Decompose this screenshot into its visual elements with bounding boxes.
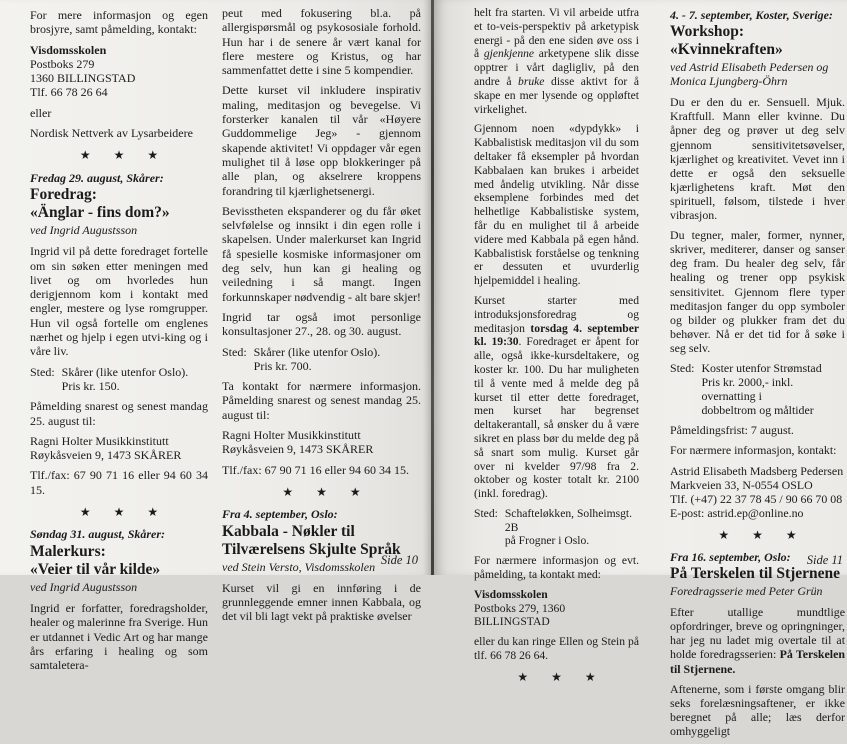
- registration-note: Påmelding snarest og senest mandag 25. august til:: [30, 399, 208, 428]
- network-name: Nordisk Nettverk av Lysarbeidere: [30, 126, 193, 141]
- event-title-line: Malerkurs:: [30, 542, 106, 560]
- registration-note: For nærmere informasjon, kontakt:: [670, 443, 837, 458]
- page-right: [434, 0, 847, 738]
- phone-line: eller du kan ringe Ellen og Stein på tlf. 66 78 26 64.: [474, 635, 639, 663]
- price-line: Pris kr. 700.: [253, 358, 312, 373]
- page-number: Side 10: [380, 553, 418, 567]
- column-1: [30, 8, 208, 678]
- event-description: peut med fokusering bl.a. på allergispørsmål og psykososiale forhold. Hun har i de senere år vært kanal for flere mestere og Kristus, og har sammenfattet dette i sine 5 kompendier.: [222, 6, 421, 78]
- price-line: dobbeltrom og måltider: [701, 403, 814, 418]
- venue-line: Skårer (like utenfor Oslo).: [253, 344, 381, 359]
- column-4: [670, 6, 845, 744]
- venue-block: [670, 361, 845, 417]
- event-byline: ved Ingrid Augustsson: [30, 222, 138, 237]
- page-left: [0, 0, 432, 673]
- contact-address-line: Postboks 279, 1360 BILLINGSTAD: [474, 601, 566, 629]
- stars-separator: ★ ★ ★: [718, 527, 807, 542]
- text-run: arketypene slik disse opptrer i vårt dagligliv, på den andre å: [474, 47, 639, 88]
- event-description: Ingrid er forfatter, foredragsholder, healer og malerinne fra Sverige. Hun er utdannet i Vedic Art og har mange års erfaring i healing og som samtaletera-: [30, 600, 208, 673]
- event-date: Søndag 31. august, Skårer:: [30, 527, 166, 542]
- event-date: 4. - 7. september, Koster, Sverige:: [670, 8, 833, 22]
- text-run: Kurset starter med introduksjonsforedrag og meditasjon: [474, 293, 639, 335]
- contact-address-line: Postboks 279: [30, 56, 95, 71]
- venue-block: [222, 345, 421, 374]
- stars-separator: ★ ★ ★: [79, 148, 169, 163]
- event-description: Dette kurset vil inkludere inspirativ maling, meditasjon og bevegelse. Vi forsterker kanalen til vår «Høyere Guddommelige Jeg» - gjennom skapende aktivitet! Vi oppdager vår egen mulighet til å løse opp blokkeringer på alle plan, og akselrere kroppens forandring til kjærlighetsenergi.: [222, 83, 421, 198]
- price-line: Pris kr. 150.: [61, 378, 120, 393]
- contact-phone: Tlf. 66 78 26 64: [30, 85, 108, 100]
- address-line: Markveien 33, N-0554 OSLO: [670, 477, 813, 492]
- address-block: [222, 428, 421, 457]
- intro-paragraph: For mere informasjon og egen brosjyre, samt påmelding, kontakt:: [30, 8, 208, 37]
- venue-line: Koster utenfor Strømstad: [701, 360, 822, 375]
- event-description: Bevisstheten ekspanderer og du får øket selvfølelse og innsikt i din egen rolle i skapelsen. Under malerkurset kan Ingrid få spesielle kosmiske informasjoner om deg selv, hun kan gi healing og veiledning i så mangt. Ingen forkunnskaper nødvendig - alt bare skjer!: [222, 203, 421, 304]
- venue-line: på Frogner i Oslo.: [504, 534, 590, 548]
- address-block: [670, 464, 845, 520]
- phone-line: Tlf./fax: 67 90 71 16 eller 94 60 34 15.: [222, 462, 409, 477]
- event-byline: ved Stein Versto, Visdomsskolen: [222, 559, 376, 574]
- contact-address-line: 1360 BILLINGSTAD: [30, 71, 136, 86]
- address-block: [30, 434, 208, 463]
- event-byline: [670, 60, 845, 88]
- event-description: Du er den du er. Sensuell. Mjuk. Kraftfull. Mann eller kvinne. Du åpner deg og prøver ut deg selv gjennom sensitivitetsøvelser, kjærlighet og kreativitet. Vevet inn i dette er også den seksuelle kjærlighetens kraft. Møt den spirituell, følsom, tilstede i hver vibrasjon.: [670, 95, 845, 223]
- registration-note: Ta kontakt for nærmere informasjon. Påmelding snarest og senest mandag 25. august til:: [222, 379, 421, 422]
- venue-label: Sted:: [30, 364, 55, 379]
- stars-separator: ★ ★ ★: [282, 484, 371, 499]
- event-description: [474, 294, 639, 501]
- event-title-line: Kabbala - Nøkler til: [222, 522, 355, 540]
- italic-run: bruke: [518, 74, 545, 88]
- column-3: [474, 6, 639, 693]
- phone-line: Tlf./fax: 67 90 71 16 eller 94 60 34 15.: [30, 468, 208, 497]
- event-title-line: Tilværelsens Skjulte Språk: [222, 540, 401, 558]
- event-title: [670, 23, 845, 59]
- event-byline: ved Ingrid Augustsson: [30, 579, 138, 594]
- event-title-line: Workshop: «Kvinnekraften»: [670, 23, 783, 59]
- address-line: Ragni Holter Musikkinstitutt: [30, 433, 169, 448]
- event-description: [474, 6, 639, 116]
- phone-line: Tlf. (+47) 22 37 78 45 / 90 66 70 08: [670, 491, 843, 506]
- event-description: Ingrid tar også imot personlige konsultasjoner 27., 28. og 30. august.: [222, 309, 421, 339]
- event-title: [30, 186, 208, 222]
- text-run: Efter utallige mundtlige opfordringer, breve og opringninger, har jeg nu ladet mig overtale til at holde foredragsserien:: [670, 605, 845, 662]
- event-title-line: «Änglar - fins dom?»: [30, 203, 170, 221]
- registration-note: For nærmere informasjon og evt. påmelding, ta kontakt med:: [474, 554, 639, 582]
- or-text: eller: [30, 105, 52, 120]
- event-description: Kurset vil gi en innføring i de grunnleggende emner innen Kabbala, og det vil bli lagt vekt på praktiske øvelser: [222, 580, 421, 624]
- text-run: helt fra starten. Vi vil arbeide utfra et to-veis-perspektiv på arketypisk energi - på den ene siden øve oss i å: [474, 6, 639, 61]
- contact-block: [30, 43, 208, 100]
- page-number: Side 11: [806, 553, 843, 567]
- column-2: [222, 6, 421, 630]
- venue-line: Skårer (like utenfor Oslo).: [61, 364, 189, 379]
- email-line: E-post: astrid.ep@online.no: [670, 505, 804, 520]
- price-line: Pris kr. 2000,- inkl. overnatting i: [701, 375, 794, 404]
- contact-name: Visdomsskolen: [30, 42, 107, 57]
- venue-label: Sted:: [222, 344, 247, 359]
- italic-run: gjenkjenne: [483, 47, 535, 61]
- text-run: disse aktivt for å skape en mer lysende og oppløftet virkelighet.: [474, 74, 639, 116]
- contact-name: Visdomsskolen: [474, 587, 548, 601]
- address-line: Astrid Elisabeth Madsberg Pedersen: [670, 463, 844, 478]
- byline-line: ved Astrid Elisabeth Pedersen og: [670, 60, 829, 75]
- event-byline: Foredragsserie med Peter Grün: [670, 584, 823, 599]
- event-description: Du tegner, maler, former, nynner, skriver, mediterer, danser og sanser deg fram. Du healer deg selv, får healing og trener opp psykisk sensitivitet. Gjennom flere typer meditasjon fanger du opp symboler og bilder og plukker fram det du behøver. Nå er det tid for å søke i seg selv.: [670, 228, 845, 355]
- byline-line: Monica Ljungberg-Öhrn: [670, 74, 788, 89]
- address-line: Røykåsveien 9, 1473 SKÅRER: [30, 448, 182, 463]
- event-description: [670, 605, 845, 675]
- event-description: Aftenerne, som i første omgang blir seks forelæsningsaftener, er ikke beregnet på alle; læs derfor omhyggeligt: [670, 681, 845, 738]
- bold-run: torsdag 4. september kl. 19:30: [474, 321, 640, 349]
- venue-label: Sted:: [474, 506, 498, 520]
- event-date: Fra 16. september, Oslo:: [670, 550, 791, 564]
- stars-separator: ★ ★ ★: [79, 505, 169, 520]
- event-title-line: «Veier til vår kilde»: [30, 560, 161, 578]
- event-title-line: På Terskelen til Stjernene: [670, 565, 841, 583]
- event-date: Fra 4. september, Oslo:: [222, 507, 338, 522]
- venue-block: [474, 507, 639, 548]
- bold-run: På Terskelen til Stjernene.: [670, 647, 845, 676]
- contact-block: [474, 588, 639, 629]
- deadline-note: Påmeldingsfrist: 7 august.: [670, 423, 794, 438]
- event-date: Fredag 29. august, Skårer:: [30, 170, 164, 185]
- stars-separator: ★ ★ ★: [517, 669, 606, 684]
- event-description: Gjennom noen «dypdykk» i Kabbalistisk meditasjon vil du som deltaker få eksempler på hvordan Kabbalaen kan brukes i arbeidet med åndelig utvikling. Når disse eksemplene forbindes med det helhetlige Kabbalistiske system, får du en mulighet til å arbeide videre med Kabbala på egen hånd. Kabbalistisk forståelse og tenkning er dessuten et uvurderlig hjelpemiddel i healing.: [474, 122, 639, 288]
- address-line: Ragni Holter Musikkinstitutt: [222, 428, 361, 443]
- text-run: . Foredraget er åpent for alle, også ikke-kursdeltakere, og koster kr. 100. Du har muligheten til å vente med å melde deg på kurset til etter dette foredraget, men kurset har begrenset deltakerantall, så ønsker du å være sikret en plass bør du melde deg på så snart som mulig. Kurset går over ni kvelder 97/98 fra 2. oktober og koster totalt kr. 2100 (inkl. foredrag).: [474, 335, 640, 501]
- event-description: Ingrid vil på dette foredraget fortelle om sin søken etter meningen med livet og om hvorledes hun derigjennom kom i kontakt med engler, mestere og lyse romgrupper. Hun vil også fortelle om englenes nærhet og hjelp i egen utvi-king og i våre liv.: [30, 244, 208, 359]
- venue-line: Schafteløkken, Solheimsgt. 2B: [504, 506, 633, 534]
- venue-label: Sted:: [670, 360, 695, 375]
- event-title-line: Foredrag:: [30, 185, 97, 203]
- address-line: Røykåsveien 9, 1473 SKÅRER: [222, 442, 374, 457]
- venue-block: [30, 365, 208, 394]
- event-title: [30, 543, 208, 579]
